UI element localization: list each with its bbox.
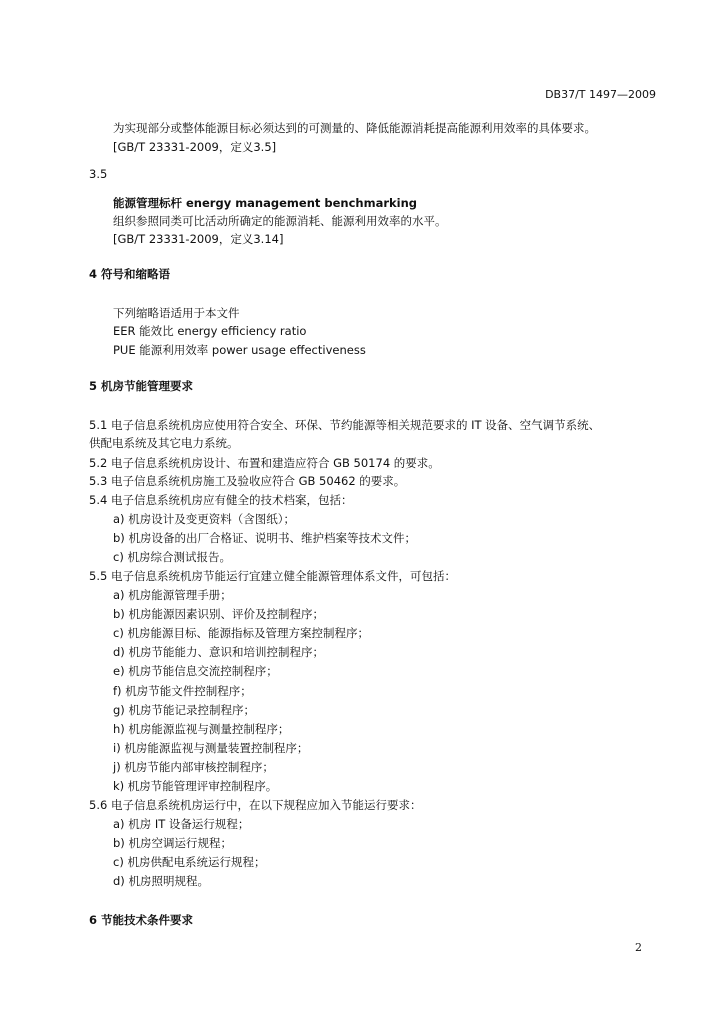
list-item: a) 机房设计及变更资料（含图纸）；: [113, 512, 295, 526]
definition-source: [GB/T 23331-2009，定义3.5]: [113, 140, 277, 154]
list-item: c) 机房能源目标、能源指标及管理方案控制程序；: [113, 626, 369, 640]
list-item: j) 机房节能内部审核控制程序；: [113, 760, 274, 774]
clause-text: 5.4 电子信息系统机房应有健全的技术档案，包括：: [89, 493, 353, 507]
abbreviation-item: PUE 能源利用效率 power usage effectiveness: [113, 343, 366, 357]
section-heading: 5 机房节能管理要求: [89, 379, 194, 393]
list-item: h) 机房能源监视与测量控制程序；: [113, 722, 290, 736]
section-heading: 6 节能技术条件要求: [89, 913, 194, 927]
clause-text: 5.2 电子信息系统机房设计、布置和建造应符合 GB 50174 的要求。: [89, 456, 440, 470]
list-item: a) 机房能源管理手册；: [113, 588, 232, 602]
definition-source: [GB/T 23331-2009，定义3.14]: [113, 232, 284, 246]
list-item: g) 机房节能记录控制程序；: [113, 703, 255, 717]
list-item: k) 机房节能管理评审控制程序。: [113, 779, 278, 793]
clause-text: 5.1 电子信息系统机房应使用符合安全、环保、节约能源等相关规范要求的 IT 设备、空气调节系统、: [89, 418, 601, 432]
page-number: 2: [635, 941, 642, 954]
abbreviation-item: EER 能效比 energy efficiency ratio: [113, 324, 307, 338]
term-title: 能源管理标杆 energy management benchmarking: [113, 196, 418, 210]
list-item: e) 机房节能信息交流控制程序；: [113, 664, 278, 678]
clause-text: 5.5 电子信息系统机房节能运行宜建立健全能源管理体系文件，可包括：: [89, 569, 456, 583]
list-item: c) 机房综合测试报告。: [113, 550, 231, 564]
list-item: i) 机房能源监视与测量装置控制程序；: [113, 741, 309, 755]
list-item: f) 机房节能文件控制程序；: [113, 684, 252, 698]
term-number: 3.5: [89, 167, 108, 181]
list-item: d) 机房节能能力、意识和培训控制程序；: [113, 645, 324, 659]
list-item: b) 机房设备的出厂合格证、说明书、维护档案等技术文件；: [113, 531, 416, 545]
document-header: DB37/T 1497—2009: [545, 88, 656, 101]
list-item: c) 机房供配电系统运行规程；: [113, 855, 266, 869]
list-item: d) 机房照明规程。: [113, 874, 209, 888]
paragraph: 下列缩略语适用于本文件: [113, 306, 240, 320]
clause-text: 供配电系统及其它电力系统。: [89, 436, 239, 450]
clause-text: 5.3 电子信息系统机房施工及验收应符合 GB 50462 的要求。: [89, 474, 406, 488]
definition-text: 组织参照同类可比活动所确定的能源消耗、能源利用效率的水平。: [113, 214, 447, 228]
list-item: a) 机房 IT 设备运行规程；: [113, 817, 250, 831]
definition-text: 为实现部分或整体能源目标必须达到的可测量的、降低能源消耗提高能源利用效率的具体要求。: [113, 121, 596, 135]
list-item: b) 机房能源因素识别、评价及控制程序；: [113, 607, 324, 621]
clause-text: 5.6 电子信息系统机房运行中，在以下规程应加入节能运行要求：: [89, 798, 422, 812]
section-heading: 4 符号和缩略语: [89, 267, 171, 281]
list-item: b) 机房空调运行规程；: [113, 836, 232, 850]
